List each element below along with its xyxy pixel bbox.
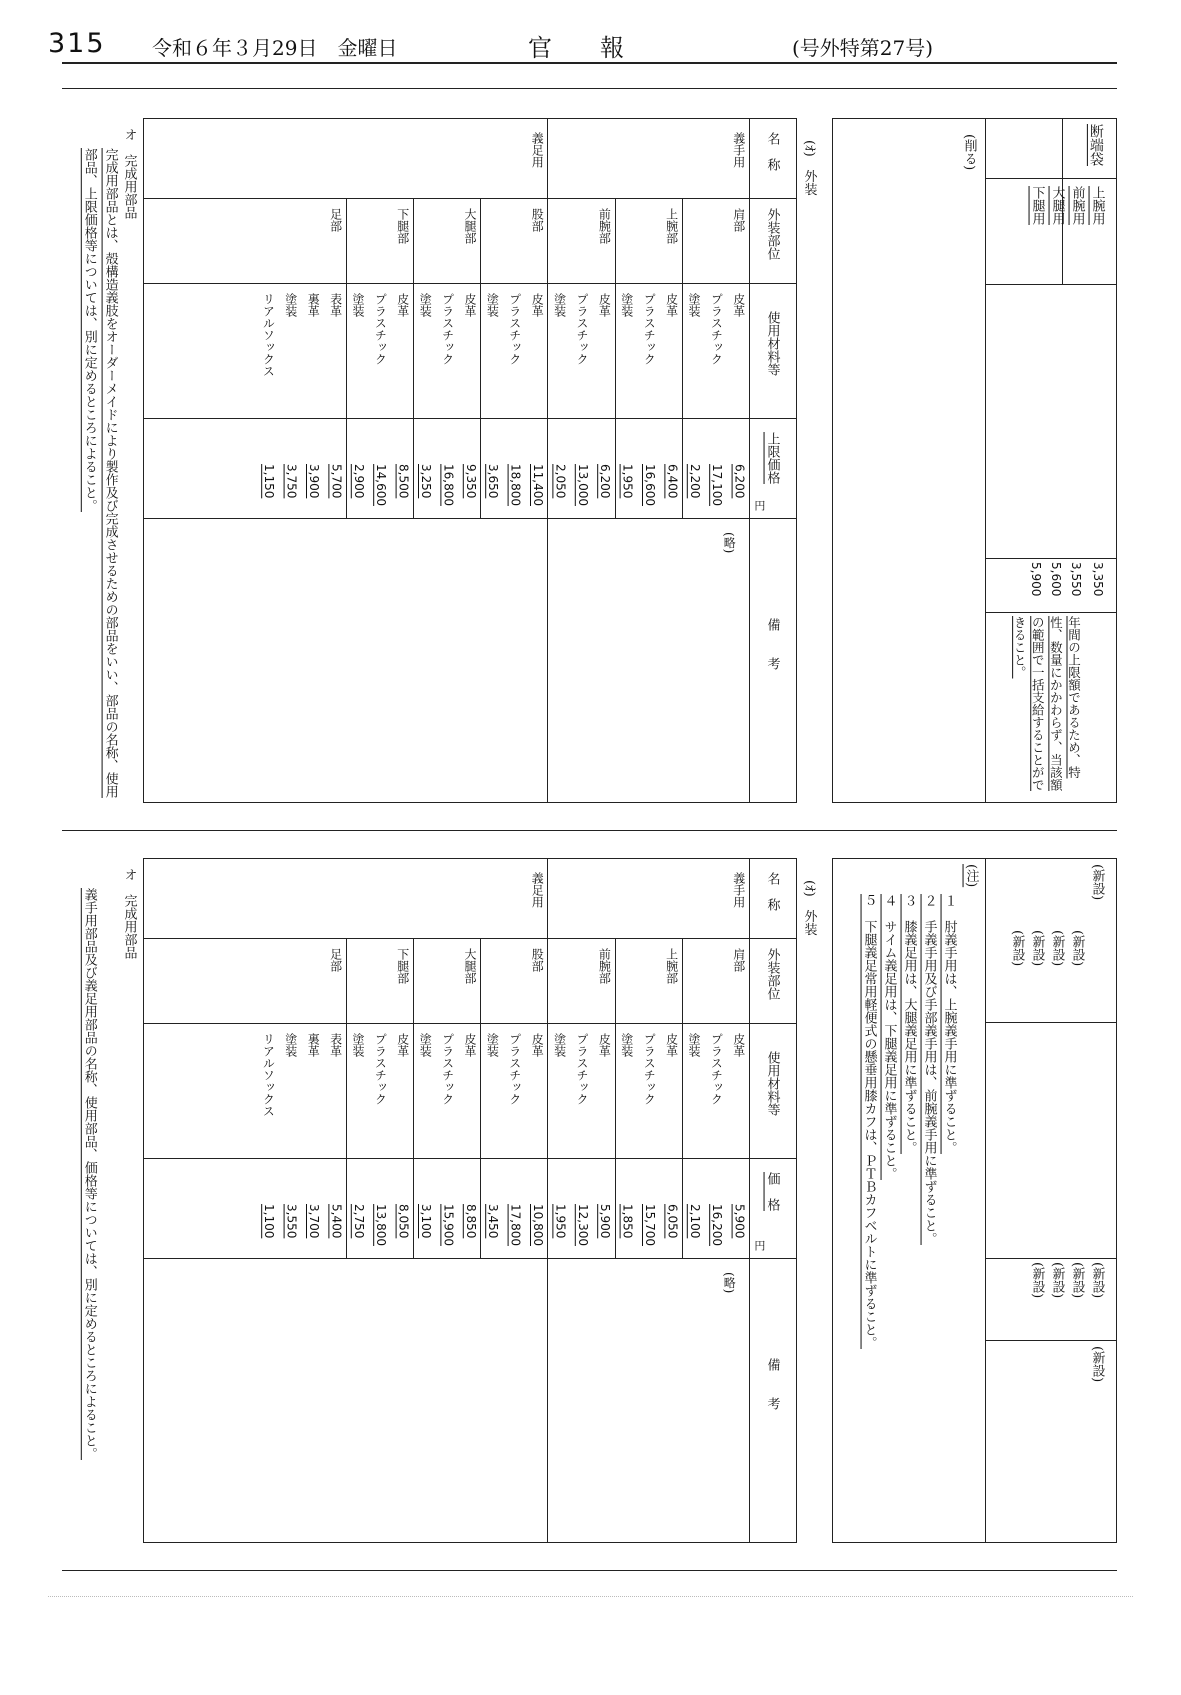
price-cell: 3,250 <box>419 464 433 499</box>
publication-date: 令和６年３月29日 金曜日 <box>152 36 398 60</box>
new-label: (新設) <box>1069 1262 1085 1299</box>
material-cell: リアルソックス <box>261 1033 276 1117</box>
header-unit: 円 <box>752 500 766 511</box>
gazette-title: 官報 <box>528 34 672 62</box>
material-cell: 皮革 <box>664 293 679 317</box>
header-rule <box>62 62 1117 64</box>
group-name-cell: 義足用 <box>530 872 545 908</box>
price-cell: 3,750 <box>284 464 299 499</box>
material-cell: プラスチック <box>709 1033 724 1105</box>
part-cell: 前腕部 <box>597 948 612 984</box>
note-item: ５ 下腿義足常用軽便式の懸垂用膝カフは、ＰＴＢカフベルトに準ずること。 <box>861 894 877 1349</box>
price-cell: 17,800 <box>508 1204 523 1246</box>
price-cell: 5,700 <box>329 464 344 499</box>
material-cell: 塗装 <box>283 1033 298 1057</box>
omitted-mark: (略) <box>722 1272 737 1294</box>
price-cell: 2,050 <box>553 464 568 499</box>
price-cell: 1,850 <box>620 1204 635 1239</box>
material-cell: 皮革 <box>731 1033 746 1057</box>
section-title-exterior: (ｵ) 外装 <box>801 880 817 936</box>
new-label: (新設) <box>1009 930 1025 967</box>
price-cell: 1,100 <box>262 1204 277 1239</box>
sock-row-lower-leg: 下腿用 <box>1029 186 1045 225</box>
footnote-text: 義手用部品及び義足用部品の名称、使用部品、価格等については、別に定めるところによること。 <box>81 888 97 1460</box>
note-item: ３ 膝義足用は、大腿義足用に準ずること。 <box>901 894 917 1154</box>
material-cell: 皮革 <box>462 1033 477 1057</box>
note-item: １ 肘義手用は、上腕義手用に準ずること。 <box>941 894 957 1154</box>
material-cell: 裏革 <box>306 293 321 317</box>
header-price: 上限価格 <box>764 432 780 484</box>
part-cell: 肩部 <box>731 208 746 232</box>
part-cell: 股部 <box>530 208 545 232</box>
group-name-cell: 義足用 <box>530 132 545 168</box>
new-label: (新設) <box>1089 1346 1105 1383</box>
new-label: (新設) <box>1089 1262 1105 1299</box>
material-cell: プラスチック <box>440 1033 455 1105</box>
material-cell: 皮革 <box>597 293 612 317</box>
material-cell: 塗装 <box>686 1033 701 1057</box>
header-material: 使用材料等 <box>764 311 780 376</box>
price-cell: 17,100 <box>710 464 725 506</box>
material-cell: リアルソックス <box>261 293 276 377</box>
new-label: (新設) <box>1049 1262 1065 1299</box>
sock-price: 5,900 <box>1029 562 1043 597</box>
top-rule <box>62 88 1117 89</box>
material-cell: プラスチック <box>642 293 657 365</box>
material-cell: 皮革 <box>597 1033 612 1057</box>
note-item: ４ サイム義足用は、下腿義足用に準ずること。 <box>881 894 897 1180</box>
price-cell: 6,050 <box>665 1204 680 1239</box>
price-cell: 1,950 <box>553 1204 568 1239</box>
header-name: 名 称 <box>764 872 780 911</box>
price-cell: 15,900 <box>441 1204 456 1246</box>
bottom-rule <box>62 1570 1117 1571</box>
price-cell: 2,200 <box>687 464 702 499</box>
footer-rule <box>48 1596 1133 1597</box>
part-cell: 大腿部 <box>462 948 477 984</box>
price-cell: 15,700 <box>643 1204 657 1246</box>
material-cell: 塗装 <box>686 293 701 317</box>
material-cell: プラスチック <box>574 293 589 365</box>
sock-row-thigh: 大腿用 <box>1049 186 1065 225</box>
material-cell: 皮革 <box>395 1033 410 1057</box>
part-cell: 下腿部 <box>395 208 410 244</box>
price-cell: 16,800 <box>441 464 456 506</box>
part-cell: 大腿部 <box>462 208 477 244</box>
issue-number: (号外特第27号) <box>792 36 934 60</box>
price-cell: 1,150 <box>262 464 277 499</box>
new-label: (新設) <box>1029 1262 1045 1299</box>
material-cell: 塗装 <box>418 1033 433 1057</box>
material-cell: プラスチック <box>507 293 522 365</box>
material-cell: 塗装 <box>552 1033 567 1057</box>
material-cell: 皮革 <box>462 293 477 317</box>
sock-price: 3,550 <box>1069 562 1083 597</box>
part-cell: 足部 <box>328 948 343 972</box>
material-cell: プラスチック <box>574 1033 589 1105</box>
material-cell: 塗装 <box>350 293 365 317</box>
price-cell: 5,900 <box>732 1204 747 1239</box>
price-cell: 16,600 <box>643 464 657 506</box>
sock-price: 3,350 <box>1091 562 1105 597</box>
part-cell: 上腕部 <box>664 208 679 244</box>
sock-row-forearm: 前腕用 <box>1069 186 1085 225</box>
material-cell: プラスチック <box>709 293 724 365</box>
material-cell: 塗装 <box>619 1033 634 1057</box>
price-cell: 3,100 <box>419 1204 433 1239</box>
price-cell: 8,050 <box>396 1204 411 1239</box>
middle-rule <box>62 830 1117 831</box>
part-cell: 前腕部 <box>597 208 612 244</box>
price-cell: 13,800 <box>374 1204 389 1246</box>
material-cell: 塗装 <box>485 1033 500 1057</box>
price-cell: 6,400 <box>665 464 680 499</box>
price-cell: 3,550 <box>284 1204 299 1239</box>
footnote-text: 完成用部品とは、殻構造義肢をオーダーメイドにより製作及び完成させるための部品をいい、部品の名称、使用部品、上限価格等については、別に定めるところによること。 <box>81 148 118 798</box>
price-cell: 13,000 <box>575 464 590 506</box>
material-cell: プラスチック <box>440 293 455 365</box>
omitted-mark: (略) <box>722 532 737 554</box>
group-name-cell: 義手用 <box>731 872 746 908</box>
price-cell: 11,400 <box>531 464 545 506</box>
material-cell: プラスチック <box>642 1033 657 1105</box>
price-cell: 3,700 <box>307 1204 321 1239</box>
price-cell: 2,750 <box>351 1204 366 1239</box>
material-cell: 皮革 <box>395 293 410 317</box>
page-header <box>48 28 1138 64</box>
price-cell: 5,900 <box>598 1204 613 1239</box>
part-cell: 上腕部 <box>664 948 679 984</box>
header-material: 使用材料等 <box>764 1051 780 1116</box>
price-cell: 3,650 <box>486 464 501 499</box>
header-name: 名 称 <box>764 132 780 171</box>
sock-remarks: 年間の上限額であるため、特性、数量にかかわらず、当該額の範囲で一括支給することができること。 <box>1012 616 1082 791</box>
group-name-cell: 義手用 <box>731 132 746 168</box>
price-cell: 3,450 <box>486 1204 501 1239</box>
material-cell: 裏革 <box>306 1033 321 1057</box>
note-item: ２ 手義手用及び手部義手用は、前腕義手用に準ずること。 <box>921 894 937 1245</box>
price-cell: 8,850 <box>463 1204 478 1239</box>
price-cell: 14,600 <box>374 464 389 506</box>
new-label: (新設) <box>1089 864 1105 901</box>
price-cell: 18,800 <box>508 464 523 506</box>
deleted-mark: (削る) <box>961 134 977 171</box>
material-cell: 皮革 <box>530 293 545 317</box>
header-unit: 円 <box>752 1240 766 1251</box>
header-remarks: 備 考 <box>764 1358 780 1410</box>
header-part: 外装部位 <box>764 948 780 1000</box>
section-title-exterior: (ｵ) 外装 <box>801 140 817 196</box>
sock-price: 5,600 <box>1049 562 1063 597</box>
material-cell: プラスチック <box>373 1033 388 1105</box>
material-cell: 塗装 <box>552 293 567 317</box>
material-cell: 塗装 <box>619 293 634 317</box>
price-cell: 2,100 <box>687 1204 702 1239</box>
price-cell: 16,200 <box>710 1204 725 1246</box>
material-cell: プラスチック <box>373 293 388 365</box>
part-cell: 肩部 <box>731 948 746 972</box>
material-cell: 塗装 <box>485 293 500 317</box>
material-cell: 表革 <box>328 1033 343 1057</box>
price-cell: 8,500 <box>396 464 411 499</box>
material-cell: 表革 <box>328 293 343 317</box>
price-cell: 2,900 <box>351 464 366 499</box>
footnote-title: オ 完成用部品 <box>121 868 137 959</box>
new-label: (新設) <box>1069 930 1085 967</box>
part-cell: 足部 <box>328 208 343 232</box>
price-cell: 10,800 <box>531 1204 545 1246</box>
material-cell: 塗装 <box>350 1033 365 1057</box>
new-label: (新設) <box>1029 930 1045 967</box>
sock-row-upper-arm: 上腕用 <box>1089 186 1105 225</box>
header-part: 外装部位 <box>764 208 780 260</box>
material-cell: 塗装 <box>283 293 298 317</box>
price-cell: 12,300 <box>575 1204 590 1246</box>
material-cell: 皮革 <box>731 293 746 317</box>
material-cell: 塗装 <box>418 293 433 317</box>
page-number: 315 <box>48 28 106 59</box>
material-cell: 皮革 <box>530 1033 545 1057</box>
footnote-title: オ 完成用部品 <box>121 128 137 219</box>
stump-sock-label: 断端袋 <box>1087 124 1104 166</box>
header-price: 価 格 <box>764 1172 780 1211</box>
part-cell: 股部 <box>530 948 545 972</box>
notes-title: (注) <box>963 864 979 888</box>
header-remarks: 備 考 <box>764 618 780 670</box>
new-label: (新設) <box>1049 930 1065 967</box>
price-cell: 6,200 <box>732 464 747 499</box>
part-cell: 下腿部 <box>395 948 410 984</box>
price-cell: 5,400 <box>329 1204 344 1239</box>
material-cell: 皮革 <box>664 1033 679 1057</box>
price-cell: 6,200 <box>598 464 613 499</box>
price-cell: 9,350 <box>463 464 478 499</box>
price-cell: 1,950 <box>620 464 635 499</box>
price-cell: 3,900 <box>307 464 321 499</box>
material-cell: プラスチック <box>507 1033 522 1105</box>
